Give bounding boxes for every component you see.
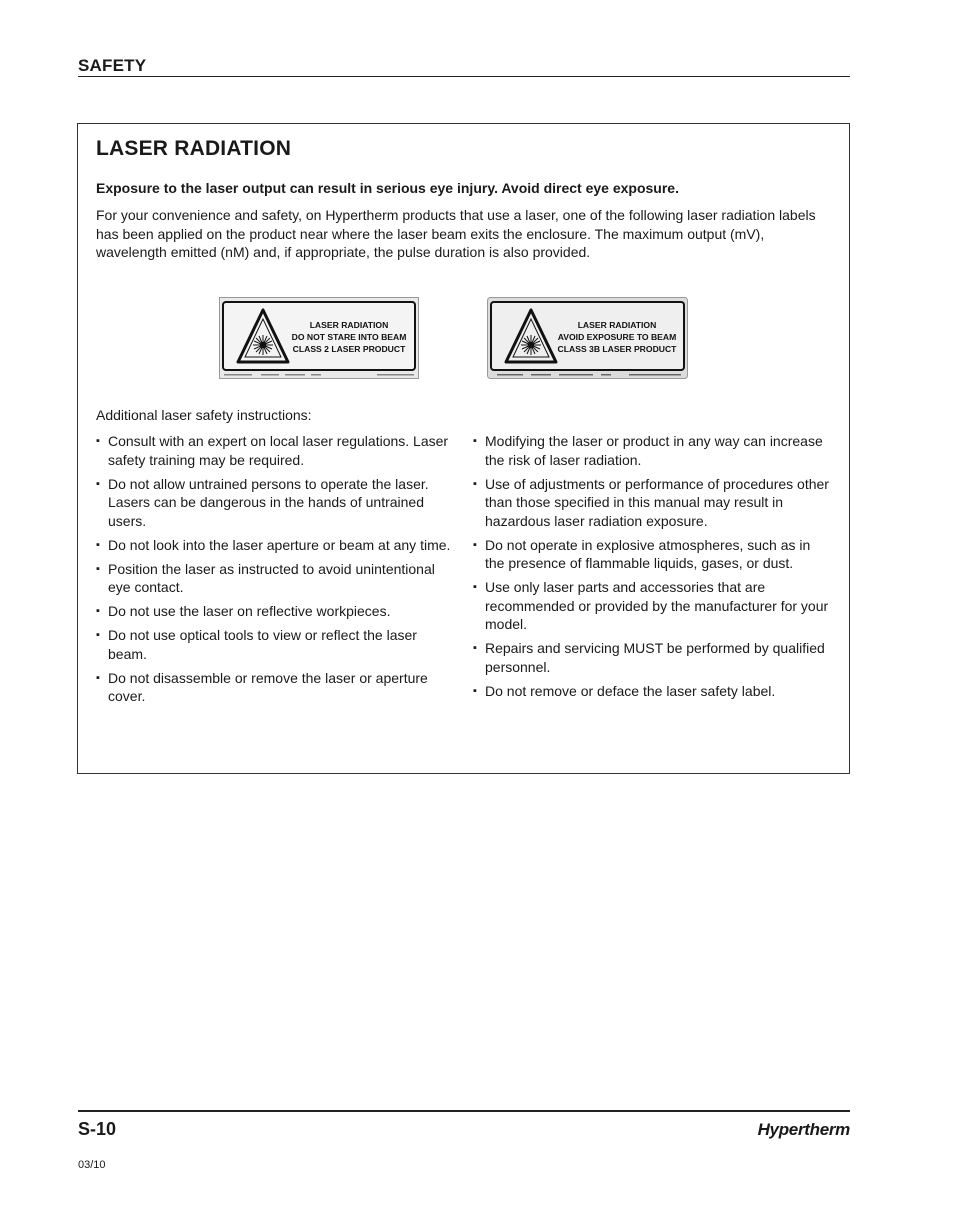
list-item — [96, 669, 458, 706]
section-title: SAFETY — [78, 56, 147, 75]
bullet-icon: ▪ — [96, 605, 100, 617]
list-item — [96, 536, 458, 555]
list-item-text: Do not disassemble or remove the laser or aperture cover. — [108, 669, 428, 704]
bullet-icon: ▪ — [473, 538, 477, 551]
additional-instructions-heading: Additional laser safety instructions: — [96, 407, 312, 423]
list-item — [473, 475, 833, 531]
list-item-text: Modifying the laser or product in any way can increase the risk of laser radiation. — [485, 433, 823, 468]
bullet-icon: ▪ — [473, 684, 477, 697]
list-item — [96, 626, 458, 663]
list-item-text: Do not use optical tools to view or reflect the laser beam. — [108, 627, 417, 662]
bullet-icon: ▪ — [96, 562, 100, 575]
list-item-text: Use only laser parts and accessories that are recommended or provided by the manufacturer for your model. — [485, 579, 829, 632]
left-instructions-list — [96, 432, 458, 711]
bullet-icon: ▪ — [473, 435, 477, 447]
list-item — [473, 536, 833, 573]
bullet-icon: ▪ — [96, 671, 100, 684]
brand-logo: Hypertherm — [757, 1120, 850, 1139]
intro-paragraph: For your convenience and safety, on Hypertherm products that use a laser, one of the following laser radiation labels has been applied on the product near where the laser beam exits the enclosure. The maximum output (mV), wavelength emitted (nM) and, if appropriate, the pulse duration is also provided. — [96, 207, 816, 260]
label-2-line-3: CLASS 3B LASER PRODUCT — [557, 344, 677, 354]
list-item-text: Do not allow untrained persons to operate the laser. Lasers can be dangerous in the hands of untrained users. — [108, 475, 429, 529]
list-item — [96, 432, 458, 469]
list-item — [473, 639, 833, 676]
list-item-text: Position the laser as instructed to avoid unintentional eye contact. — [108, 560, 435, 595]
bullet-icon: ▪ — [96, 629, 100, 641]
right-instructions-list — [473, 432, 833, 706]
bullet-icon: ▪ — [96, 538, 100, 551]
footer-divider — [78, 1110, 850, 1112]
bullet-icon: ▪ — [473, 477, 477, 490]
class-2-laser-label — [219, 297, 419, 379]
list-item — [473, 432, 833, 469]
list-item-text: Use of adjustments or performance of procedures other than those specified in this manual may result in hazardous laser radiation exposure. — [485, 475, 829, 529]
bullet-icon: ▪ — [96, 477, 100, 490]
list-item-text: Repairs and servicing MUST be performed by qualified personnel. — [485, 640, 825, 675]
page-number: S-10 — [78, 1119, 117, 1139]
label-1-line-1: LASER RADIATION — [309, 320, 389, 330]
revision-date: 03/10 — [78, 1159, 106, 1171]
label-2-line-1: LASER RADIATION — [577, 320, 657, 330]
class-3b-laser-label — [487, 297, 688, 379]
list-item — [96, 560, 458, 597]
list-item-text: Do not use the laser on reflective workpieces. — [108, 603, 391, 619]
header-divider — [78, 76, 850, 77]
warning-text: Exposure to the laser output can result in serious eye injury. Avoid direct eye exposure. — [96, 180, 679, 196]
bullet-icon: ▪ — [96, 435, 100, 447]
label-1-line-3: CLASS 2 LASER PRODUCT — [292, 344, 406, 354]
list-item-text: Do not look into the laser aperture or beam at any time. — [108, 536, 451, 553]
bullet-icon: ▪ — [473, 581, 477, 593]
box-title: LASER RADIATION — [96, 137, 292, 160]
label-1-line-2: DO NOT STARE INTO BEAM — [291, 332, 407, 342]
list-item-text: Do not operate in explosive atmospheres, such as in the presence of flammable liquids, gases, or dust. — [485, 536, 811, 571]
list-item — [473, 578, 833, 634]
laser-radiation-box — [77, 123, 850, 774]
list-item — [96, 602, 458, 621]
list-item-text: Do not remove or deface the laser safety label. — [485, 682, 776, 699]
list-item — [96, 475, 458, 531]
label-2-line-2: AVOID EXPOSURE TO BEAM — [557, 332, 677, 342]
list-item-text: Consult with an expert on local laser regulations. Laser safety training may be required. — [108, 433, 449, 468]
list-item — [473, 682, 833, 701]
bullet-icon: ▪ — [473, 642, 477, 654]
